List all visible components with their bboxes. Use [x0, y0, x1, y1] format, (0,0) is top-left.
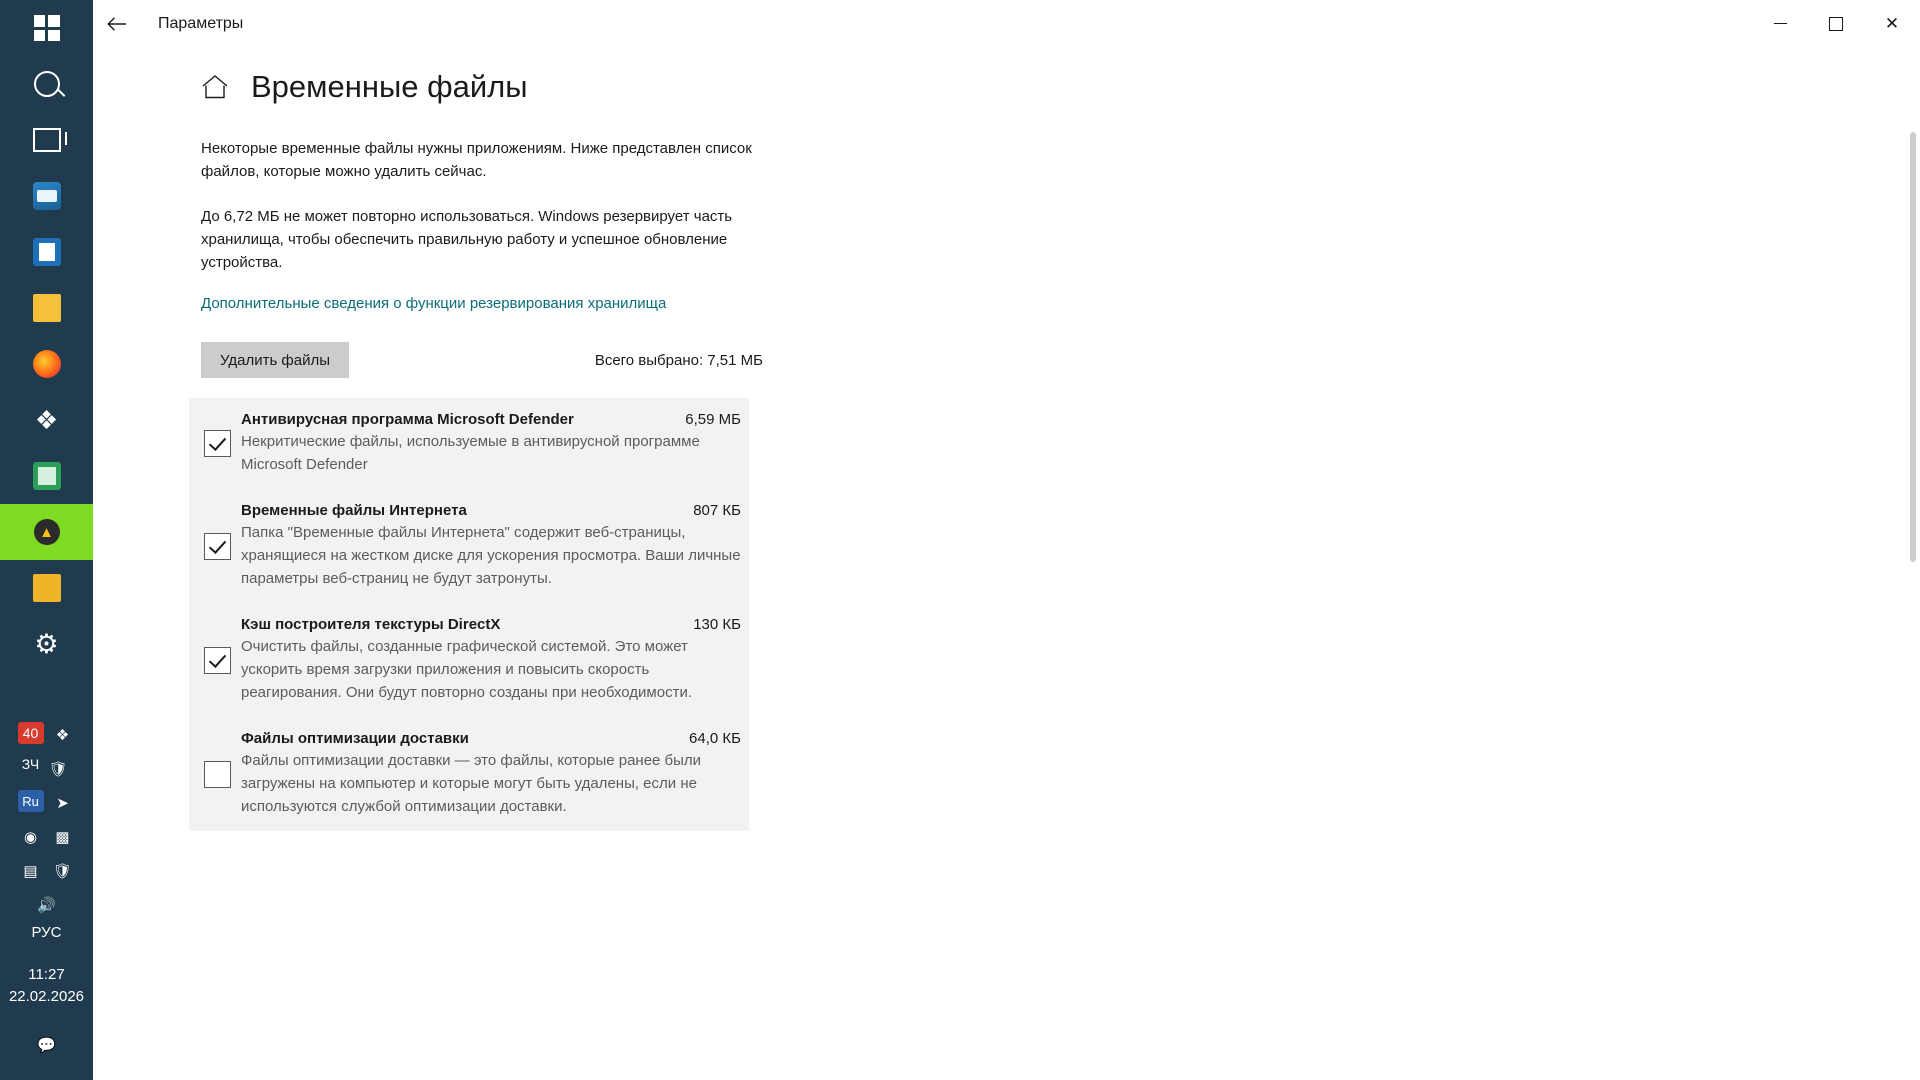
action-center-icon[interactable]: 💬 — [37, 1037, 56, 1054]
search-icon — [34, 71, 60, 97]
folder-icon — [33, 574, 61, 602]
tray-row-4 — [0, 820, 93, 854]
defender-icon[interactable]: 🛡 — [52, 863, 73, 880]
firefox-icon — [33, 350, 61, 378]
file-checkbox[interactable] — [204, 647, 231, 674]
list-item-header — [241, 730, 741, 747]
photos-app[interactable] — [0, 448, 93, 504]
checkbox-cell[interactable] — [189, 430, 241, 457]
title-bar — [93, 0, 1920, 47]
file-category-description: Файлы оптимизации доставки — это файлы, которые ранее были загружены на компьютер и которые могут быть удалены, если не используются службой оптимизации доставки. — [241, 752, 702, 815]
puzzle-icon: ❖ — [34, 405, 59, 435]
mail-app[interactable] — [0, 168, 93, 224]
tray-badge-small[interactable]: ЗЧ — [21, 756, 40, 772]
list-item-content — [241, 411, 749, 476]
file-category-name: Файлы оптимизации доставки — [241, 730, 469, 747]
qbittorrent-icon[interactable]: ◉ — [23, 829, 38, 846]
photos-icon — [33, 462, 61, 490]
minimize-icon — [1774, 23, 1787, 24]
list-item-content — [241, 616, 749, 704]
list-item-content — [241, 502, 749, 590]
chart-icon[interactable]: ▤ — [23, 863, 38, 880]
close-button[interactable] — [1864, 0, 1920, 47]
checkbox-cell[interactable] — [189, 647, 241, 674]
shield-icon[interactable]: 🛡 — [48, 761, 68, 778]
notification-badge[interactable]: 40 — [18, 722, 44, 744]
file-category-size: 807 КБ — [693, 502, 741, 519]
delete-files-button[interactable]: Удалить файлы — [201, 342, 349, 378]
mail-icon — [33, 182, 61, 210]
telegram-icon[interactable]: ➤ — [56, 795, 69, 812]
storage-reserve-link[interactable]: Дополнительные сведения о функции резервирования хранилища — [201, 295, 667, 312]
volume-icon[interactable]: 🔊 — [37, 897, 56, 914]
list-item[interactable] — [189, 717, 749, 831]
taskbar — [0, 0, 93, 1080]
puzzle-app[interactable] — [0, 392, 93, 448]
search-button[interactable] — [0, 56, 93, 112]
close-icon: ✕ — [1884, 14, 1900, 33]
fan-icon[interactable]: ❖ — [55, 727, 70, 744]
maximize-button[interactable] — [1808, 0, 1864, 47]
maximize-icon — [1829, 17, 1843, 31]
list-item-header — [241, 411, 741, 428]
scrollbar-thumb[interactable] — [1910, 132, 1916, 562]
gear-icon: ⚙ — [34, 628, 59, 659]
firefox-app[interactable] — [0, 336, 93, 392]
temporary-files-list — [189, 398, 749, 831]
caption-buttons — [1752, 0, 1920, 47]
windows-logo-icon — [34, 15, 60, 41]
file-category-size: 6,59 МБ — [685, 411, 741, 428]
update-icon: ▲ — [34, 519, 60, 545]
file-category-name: Временные файлы Интернета — [241, 502, 467, 519]
clock-time[interactable]: 11:27 — [28, 966, 65, 983]
explorer-app[interactable] — [0, 560, 93, 616]
task-view-icon — [33, 128, 61, 152]
store-app[interactable] — [0, 224, 93, 280]
tray-row-6 — [0, 888, 93, 922]
file-category-size: 130 КБ — [693, 616, 741, 633]
temporary-files-page — [93, 69, 1920, 831]
action-row — [201, 342, 763, 378]
description-paragraph-2: До 6,72 МБ не может повторно использоваться. Windows резервирует часть хранилища, чтобы обеспечить правильную работу и успешное обновление устройства. — [201, 208, 733, 271]
file-category-size: 64,0 КБ — [689, 730, 741, 747]
description-paragraph-1: Некоторые временные файлы нужны приложениям. Ниже представлен список файлов, которые можно удалить сейчас. — [201, 140, 752, 180]
page-header — [201, 69, 1920, 105]
list-item-header — [241, 616, 741, 633]
list-item[interactable] — [189, 489, 749, 603]
window-title: Параметры — [158, 14, 244, 32]
sticky-notes-icon — [33, 294, 61, 322]
task-view-button[interactable] — [0, 112, 93, 168]
checkbox-cell[interactable] — [189, 533, 241, 560]
file-category-name: Кэш построителя текстуры DirectX — [241, 616, 501, 633]
tray-row-3 — [0, 786, 93, 820]
file-category-description: Папка "Временные файлы Интернета" содержит веб-страницы, хранящиеся на жестком диске для ускорения просмотра. Ваши личные параметры веб-страниц не будут затронуты. — [241, 524, 741, 587]
microsoft-store-icon — [33, 238, 61, 266]
list-item-content — [241, 730, 749, 818]
tray-row-7 — [0, 1028, 93, 1062]
list-item[interactable] — [189, 398, 749, 489]
settings-window — [93, 0, 1920, 1080]
clock-date[interactable]: 22.02.2026 — [8, 988, 85, 1005]
list-item[interactable] — [189, 603, 749, 717]
total-selected-label: Всего выбрано: 7,51 МБ — [594, 351, 763, 369]
file-category-description: Очистить файлы, созданные графической системой. Это может ускорить время загрузки приложения и повысить скорость реагирования. Они будут повторно созданы при необходимости. — [241, 638, 692, 701]
page-body — [201, 137, 761, 378]
file-checkbox[interactable] — [204, 430, 231, 457]
file-category-description: Некритические файлы, используемые в антивирусной программе Microsoft Defender — [241, 433, 700, 473]
start-button[interactable] — [0, 0, 93, 56]
equalizer-icon[interactable]: ▩ — [55, 829, 70, 846]
minimize-button[interactable] — [1752, 0, 1808, 47]
page-title: Временные файлы — [251, 69, 528, 104]
tray-row-5 — [0, 854, 93, 888]
tray-row-2 — [0, 752, 93, 786]
back-button[interactable] — [93, 0, 141, 47]
checkbox-cell[interactable] — [189, 761, 241, 788]
language-indicator[interactable]: РУС — [31, 924, 62, 941]
tray-row-1 — [0, 718, 93, 752]
notes-app[interactable] — [0, 280, 93, 336]
vertical-scrollbar[interactable] — [1906, 47, 1920, 1080]
file-category-name: Антивирусная программа Microsoft Defender — [241, 411, 574, 428]
settings-app[interactable] — [0, 616, 93, 672]
list-item-header — [241, 502, 741, 519]
language-badge[interactable]: Ru — [18, 790, 44, 812]
file-checkbox[interactable] — [204, 533, 231, 560]
home-icon[interactable] — [201, 74, 229, 100]
updater-app[interactable] — [0, 504, 93, 560]
file-checkbox[interactable] — [204, 761, 231, 788]
arrow-left-icon — [107, 17, 127, 31]
